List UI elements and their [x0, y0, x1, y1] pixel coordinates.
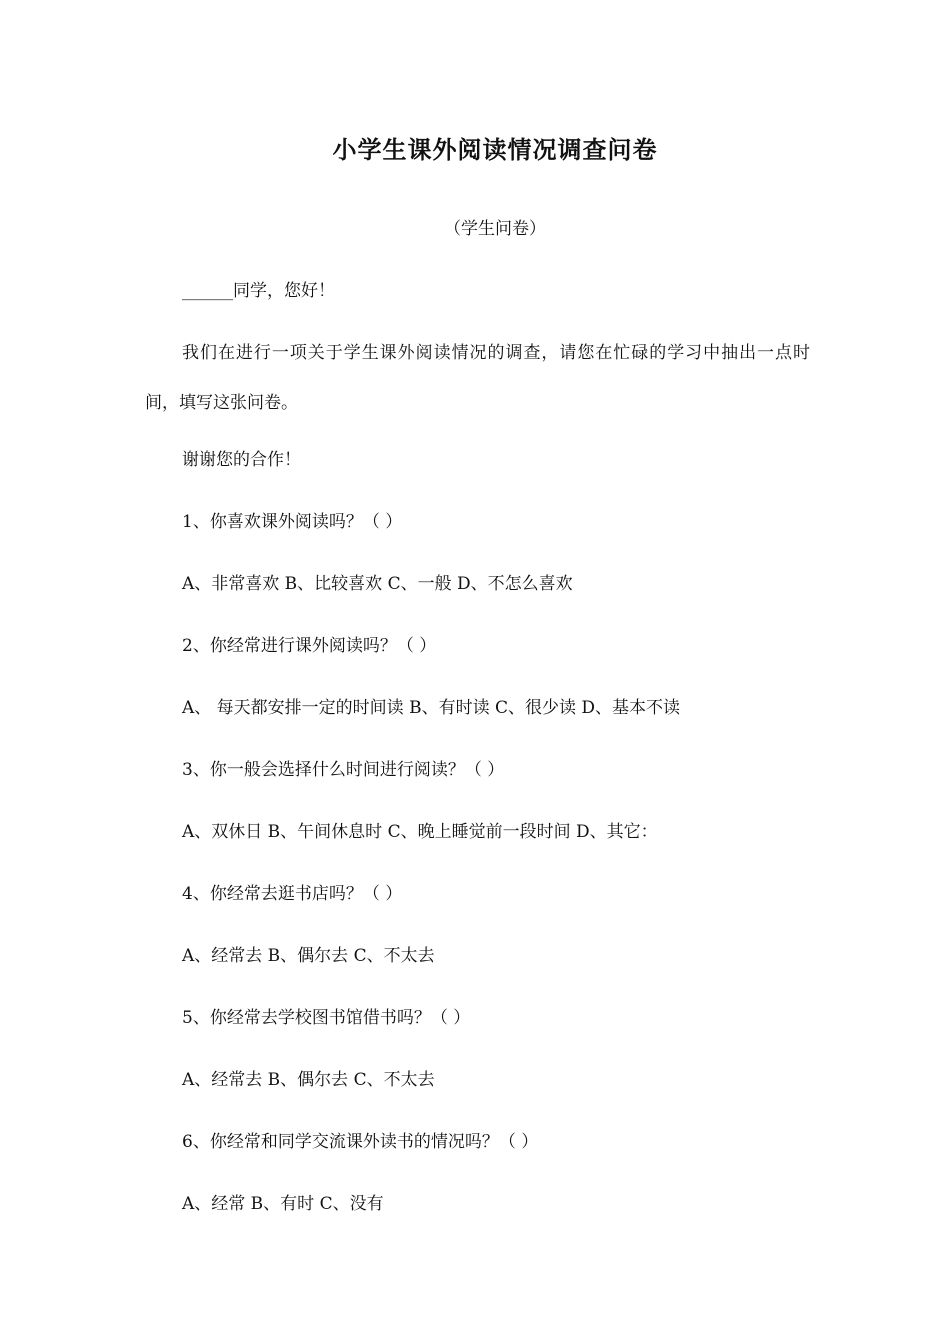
question-3: 3、你一般会选择什么时间进行阅读？（ ）	[182, 760, 505, 780]
thanks-text: 谢谢您的合作！	[182, 450, 301, 470]
question-5: 5、你经常去学校图书馆借书吗？（ ）	[182, 1008, 471, 1028]
question-6: 6、你经常和同学交流课外读书的情况吗？（ ）	[182, 1132, 539, 1152]
question-2-options: A、 每天都安排一定的时间读 B、有时读 C、很少读 D、基本不读	[182, 698, 681, 718]
document-title: 小学生课外阅读情况调查问卷	[332, 135, 658, 164]
question-1-options: A、非常喜欢 B、比较喜欢 C、一般 D、不怎么喜欢	[182, 574, 573, 594]
question-4-options: A、经常去 B、偶尔去 C、不太去	[182, 946, 435, 966]
question-1: 1、你喜欢课外阅读吗？（ ）	[182, 512, 403, 532]
question-6-options: A、经常 B、有时 C、没有	[182, 1194, 384, 1214]
intro-paragraph: 我们在进行一项关于学生课外阅读情况的调查，请您在忙碌的学习中抽出一点时间，填写这张问卷。	[145, 343, 810, 413]
greeting-text: ______同学，您好！	[182, 281, 335, 301]
question-5-options: A、经常去 B、偶尔去 C、不太去	[182, 1070, 435, 1090]
question-3-options: A、双休日 B、午间休息时 C、晚上睡觉前一段时间 D、其它：	[182, 822, 658, 842]
question-4: 4、你经常去逛书店吗？（ ）	[182, 884, 403, 904]
document-subtitle: （学生问卷）	[444, 219, 546, 239]
question-2: 2、你经常进行课外阅读吗？（ ）	[182, 636, 437, 656]
